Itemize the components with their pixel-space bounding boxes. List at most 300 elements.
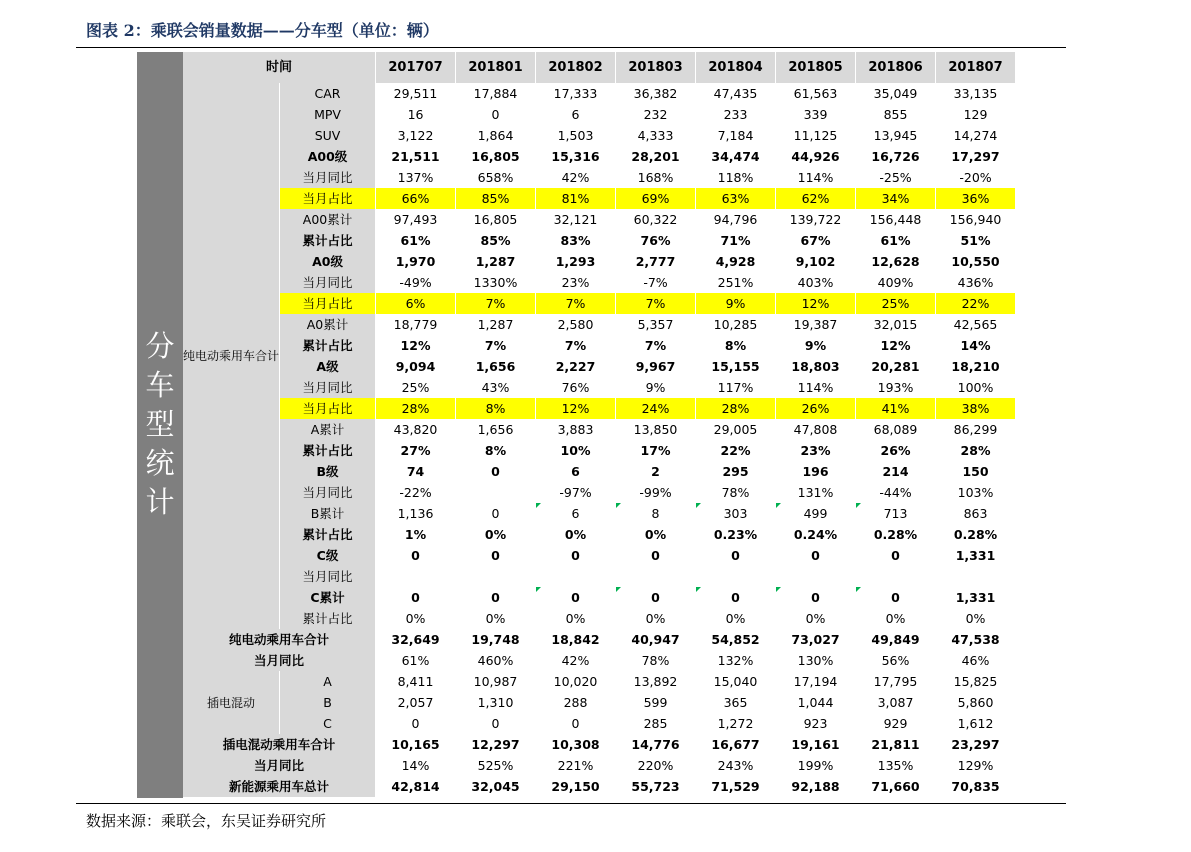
- value-cell: 7%: [536, 335, 616, 356]
- value-cell: 713: [856, 503, 936, 524]
- value-cell: 35,049: [856, 83, 936, 104]
- value-cell: 0%: [616, 608, 696, 629]
- value-cell: 132%: [696, 650, 776, 671]
- table-row: [183, 377, 1016, 398]
- value-cell: 34,474: [696, 146, 776, 167]
- row-label: C: [280, 713, 376, 734]
- value-cell: 17,297: [936, 146, 1016, 167]
- value-cell: 44,926: [776, 146, 856, 167]
- value-cell: 2,777: [616, 251, 696, 272]
- value-cell: 15,155: [696, 356, 776, 377]
- value-cell: 86,299: [936, 419, 1016, 440]
- value-cell: 12,297: [456, 734, 536, 755]
- side-label-char: 型: [145, 407, 175, 441]
- value-cell: 0: [856, 587, 936, 608]
- value-cell: 2,580: [536, 314, 616, 335]
- table-row: [183, 356, 1016, 377]
- value-cell: 1,136: [376, 503, 456, 524]
- value-cell: 7,184: [696, 125, 776, 146]
- summary-label: 当月同比: [183, 755, 376, 776]
- value-cell: 129%: [936, 755, 1016, 776]
- value-cell: 0: [776, 545, 856, 566]
- value-cell: 25%: [376, 377, 456, 398]
- value-cell: 36%: [936, 188, 1016, 209]
- value-cell: 658%: [456, 167, 536, 188]
- value-cell: 6: [536, 104, 616, 125]
- header-month: 201804: [696, 52, 776, 83]
- value-cell: 1,272: [696, 713, 776, 734]
- value-cell: 14%: [936, 335, 1016, 356]
- value-cell: 3,122: [376, 125, 456, 146]
- value-cell: 1,310: [456, 692, 536, 713]
- table-row: [183, 419, 1016, 440]
- value-cell: 285: [616, 713, 696, 734]
- value-cell: 131%: [776, 482, 856, 503]
- header-month: 201707: [376, 52, 456, 83]
- value-cell: 2,057: [376, 692, 456, 713]
- row-label: 当月占比: [280, 398, 376, 419]
- group-label-phev: 插电混动: [183, 671, 280, 734]
- value-cell: 17,333: [536, 83, 616, 104]
- table-row: [183, 461, 1016, 482]
- value-cell: 97,493: [376, 209, 456, 230]
- value-cell: [456, 566, 536, 587]
- table-row: [183, 398, 1016, 419]
- value-cell: 13,850: [616, 419, 696, 440]
- value-cell: 139,722: [776, 209, 856, 230]
- value-cell: 0: [376, 587, 456, 608]
- value-cell: 67%: [776, 230, 856, 251]
- value-cell: [856, 566, 936, 587]
- row-label: 累计占比: [280, 524, 376, 545]
- value-cell: 15,316: [536, 146, 616, 167]
- table-row: [183, 209, 1016, 230]
- value-cell: 1,970: [376, 251, 456, 272]
- table-row: [183, 608, 1016, 629]
- side-label: [137, 327, 183, 522]
- value-cell: 19,161: [776, 734, 856, 755]
- value-cell: 460%: [456, 650, 536, 671]
- value-cell: 17,884: [456, 83, 536, 104]
- value-cell: 0: [456, 104, 536, 125]
- value-cell: 15,825: [936, 671, 1016, 692]
- value-cell: 0.24%: [776, 524, 856, 545]
- value-cell: 5,357: [616, 314, 696, 335]
- value-cell: 16,677: [696, 734, 776, 755]
- header-month: 201802: [536, 52, 616, 83]
- value-cell: 9,967: [616, 356, 696, 377]
- value-cell: 38%: [936, 398, 1016, 419]
- value-cell: 130%: [776, 650, 856, 671]
- value-cell: 17,795: [856, 671, 936, 692]
- value-cell: 23,297: [936, 734, 1016, 755]
- value-cell: 28%: [936, 440, 1016, 461]
- value-cell: 66%: [376, 188, 456, 209]
- value-cell: 0%: [936, 608, 1016, 629]
- value-cell: 22%: [696, 440, 776, 461]
- row-label: C级: [280, 545, 376, 566]
- value-cell: 135%: [856, 755, 936, 776]
- value-cell: 0: [456, 545, 536, 566]
- row-label: A0累计: [280, 314, 376, 335]
- value-cell: 85%: [456, 230, 536, 251]
- bottom-rule: [76, 803, 1066, 804]
- value-cell: 0: [376, 545, 456, 566]
- value-cell: 0: [616, 587, 696, 608]
- row-label: B: [280, 692, 376, 713]
- value-cell: 2: [616, 461, 696, 482]
- value-cell: 1330%: [456, 272, 536, 293]
- row-label: SUV: [280, 125, 376, 146]
- group-label-bev: 纯电动乘用车合计: [183, 83, 280, 629]
- value-cell: 1,656: [456, 419, 536, 440]
- value-cell: 0: [456, 503, 536, 524]
- value-cell: 220%: [616, 755, 696, 776]
- header-time-label: 时间: [183, 52, 376, 83]
- header-month: 201803: [616, 52, 696, 83]
- value-cell: 409%: [856, 272, 936, 293]
- row-label: 累计占比: [280, 335, 376, 356]
- value-cell: 0%: [696, 608, 776, 629]
- summary-label: 纯电动乘用车合计: [183, 629, 376, 650]
- header-month: 201806: [856, 52, 936, 83]
- value-cell: 41%: [856, 398, 936, 419]
- value-cell: 863: [936, 503, 1016, 524]
- value-cell: 1,287: [456, 314, 536, 335]
- table-row: [183, 188, 1016, 209]
- value-cell: 8: [616, 503, 696, 524]
- value-cell: 251%: [696, 272, 776, 293]
- value-cell: 4,928: [696, 251, 776, 272]
- value-cell: 76%: [616, 230, 696, 251]
- value-cell: 103%: [936, 482, 1016, 503]
- value-cell: 0: [536, 545, 616, 566]
- value-cell: -49%: [376, 272, 456, 293]
- value-cell: 7%: [456, 335, 536, 356]
- value-cell: 81%: [536, 188, 616, 209]
- row-label: A级: [280, 356, 376, 377]
- table-row: [183, 251, 1016, 272]
- value-cell: 0: [536, 713, 616, 734]
- value-cell: 47,435: [696, 83, 776, 104]
- value-cell: 24%: [616, 398, 696, 419]
- value-cell: 55,723: [616, 776, 696, 797]
- value-cell: -97%: [536, 482, 616, 503]
- value-cell: 12,628: [856, 251, 936, 272]
- value-cell: 42,814: [376, 776, 456, 797]
- value-cell: 23%: [776, 440, 856, 461]
- value-cell: 0: [696, 545, 776, 566]
- value-cell: 0: [856, 545, 936, 566]
- value-cell: 1,331: [936, 545, 1016, 566]
- row-label: 累计占比: [280, 230, 376, 251]
- value-cell: 9,094: [376, 356, 456, 377]
- value-cell: 83%: [536, 230, 616, 251]
- value-cell: 46%: [936, 650, 1016, 671]
- value-cell: 1,612: [936, 713, 1016, 734]
- value-cell: 16,805: [456, 209, 536, 230]
- value-cell: 403%: [776, 272, 856, 293]
- value-cell: 43,820: [376, 419, 456, 440]
- value-cell: 1,331: [936, 587, 1016, 608]
- value-cell: 16,805: [456, 146, 536, 167]
- value-cell: 28,201: [616, 146, 696, 167]
- value-cell: 14,274: [936, 125, 1016, 146]
- value-cell: [776, 566, 856, 587]
- value-cell: 51%: [936, 230, 1016, 251]
- value-cell: 71,529: [696, 776, 776, 797]
- value-cell: 0%: [536, 524, 616, 545]
- value-cell: 1,864: [456, 125, 536, 146]
- row-label: 当月占比: [280, 188, 376, 209]
- table-row: [183, 83, 1016, 104]
- row-label: 当月同比: [280, 167, 376, 188]
- value-cell: 12%: [776, 293, 856, 314]
- value-cell: 114%: [776, 377, 856, 398]
- table-row: [183, 524, 1016, 545]
- value-cell: 92,188: [776, 776, 856, 797]
- value-cell: 49,849: [856, 629, 936, 650]
- value-cell: 28%: [696, 398, 776, 419]
- value-cell: 12%: [856, 335, 936, 356]
- table-row: [183, 272, 1016, 293]
- value-cell: 18,210: [936, 356, 1016, 377]
- value-cell: 929: [856, 713, 936, 734]
- value-cell: 196: [776, 461, 856, 482]
- value-cell: 4,333: [616, 125, 696, 146]
- table-row: [183, 587, 1016, 608]
- table-row: [183, 146, 1016, 167]
- value-cell: 0: [456, 461, 536, 482]
- value-cell: 26%: [856, 440, 936, 461]
- value-cell: 100%: [936, 377, 1016, 398]
- value-cell: 19,748: [456, 629, 536, 650]
- table-row: [183, 335, 1016, 356]
- value-cell: 525%: [456, 755, 536, 776]
- value-cell: 5,860: [936, 692, 1016, 713]
- value-cell: 0%: [776, 608, 856, 629]
- table-row: [183, 566, 1016, 587]
- value-cell: 36,382: [616, 83, 696, 104]
- value-cell: 61%: [376, 650, 456, 671]
- value-cell: 365: [696, 692, 776, 713]
- value-cell: 233: [696, 104, 776, 125]
- value-cell: 8%: [456, 440, 536, 461]
- value-cell: 599: [616, 692, 696, 713]
- value-cell: 0%: [456, 608, 536, 629]
- value-cell: 29,150: [536, 776, 616, 797]
- side-label-char: 分: [145, 329, 175, 363]
- value-cell: 6: [536, 503, 616, 524]
- value-cell: 14%: [376, 755, 456, 776]
- summary-label: 插电混动乘用车合计: [183, 734, 376, 755]
- value-cell: 7%: [536, 293, 616, 314]
- value-cell: 74: [376, 461, 456, 482]
- value-cell: 32,649: [376, 629, 456, 650]
- value-cell: 10,550: [936, 251, 1016, 272]
- table-row: [183, 104, 1016, 125]
- row-label: 当月同比: [280, 566, 376, 587]
- side-label-char: 车: [145, 368, 175, 402]
- value-cell: 436%: [936, 272, 1016, 293]
- summary-row: [183, 755, 1016, 776]
- value-cell: 0%: [456, 524, 536, 545]
- row-label: A00级: [280, 146, 376, 167]
- value-cell: 7%: [616, 335, 696, 356]
- figure-title: 图表 2：乘联会销量数据——分车型（单位：辆）: [86, 21, 439, 40]
- value-cell: 137%: [376, 167, 456, 188]
- row-label: 当月占比: [280, 293, 376, 314]
- value-cell: 243%: [696, 755, 776, 776]
- sales-table: [183, 52, 1016, 797]
- table-row: [183, 167, 1016, 188]
- value-cell: 60,322: [616, 209, 696, 230]
- row-label: 当月同比: [280, 482, 376, 503]
- value-cell: 42%: [536, 167, 616, 188]
- value-cell: 339: [776, 104, 856, 125]
- value-cell: 78%: [616, 650, 696, 671]
- value-cell: 16,726: [856, 146, 936, 167]
- row-label: CAR: [280, 83, 376, 104]
- value-cell: 0: [696, 587, 776, 608]
- value-cell: 56%: [856, 650, 936, 671]
- value-cell: 114%: [776, 167, 856, 188]
- value-cell: -25%: [856, 167, 936, 188]
- value-cell: 61%: [856, 230, 936, 251]
- value-cell: 17,194: [776, 671, 856, 692]
- value-cell: 8%: [696, 335, 776, 356]
- value-cell: 499: [776, 503, 856, 524]
- value-cell: 193%: [856, 377, 936, 398]
- value-cell: 0%: [536, 608, 616, 629]
- value-cell: 0: [776, 587, 856, 608]
- value-cell: [376, 566, 456, 587]
- value-cell: 32,015: [856, 314, 936, 335]
- value-cell: -20%: [936, 167, 1016, 188]
- value-cell: 17%: [616, 440, 696, 461]
- header-row: [183, 52, 1016, 83]
- value-cell: 1,656: [456, 356, 536, 377]
- value-cell: 7%: [456, 293, 536, 314]
- value-cell: 8%: [456, 398, 536, 419]
- value-cell: -44%: [856, 482, 936, 503]
- row-label: 当月同比: [280, 272, 376, 293]
- table-row: [183, 482, 1016, 503]
- value-cell: 61%: [376, 230, 456, 251]
- value-cell: 43%: [456, 377, 536, 398]
- value-cell: 54,852: [696, 629, 776, 650]
- summary-row: [183, 776, 1016, 797]
- summary-label: 当月同比: [183, 650, 376, 671]
- value-cell: -7%: [616, 272, 696, 293]
- value-cell: 42,565: [936, 314, 1016, 335]
- value-cell: 21,811: [856, 734, 936, 755]
- value-cell: 11,125: [776, 125, 856, 146]
- row-label: A累计: [280, 419, 376, 440]
- value-cell: 0: [536, 587, 616, 608]
- value-cell: 19,387: [776, 314, 856, 335]
- table-row: [183, 314, 1016, 335]
- value-cell: 295: [696, 461, 776, 482]
- row-label: MPV: [280, 104, 376, 125]
- value-cell: 168%: [616, 167, 696, 188]
- value-cell: [536, 566, 616, 587]
- value-cell: 9,102: [776, 251, 856, 272]
- value-cell: 29,511: [376, 83, 456, 104]
- summary-row: [183, 629, 1016, 650]
- value-cell: 3,883: [536, 419, 616, 440]
- value-cell: 21,511: [376, 146, 456, 167]
- value-cell: 156,448: [856, 209, 936, 230]
- value-cell: 26%: [776, 398, 856, 419]
- row-label: 当月同比: [280, 377, 376, 398]
- value-cell: 150: [936, 461, 1016, 482]
- value-cell: 3,087: [856, 692, 936, 713]
- table-row: [183, 545, 1016, 566]
- row-label: A0级: [280, 251, 376, 272]
- value-cell: 0: [376, 713, 456, 734]
- row-label: B累计: [280, 503, 376, 524]
- header-month: 201805: [776, 52, 856, 83]
- summary-row: [183, 650, 1016, 671]
- value-cell: 29,005: [696, 419, 776, 440]
- value-cell: 40,947: [616, 629, 696, 650]
- value-cell: 0%: [856, 608, 936, 629]
- value-cell: 34%: [856, 188, 936, 209]
- value-cell: 0%: [376, 608, 456, 629]
- value-cell: 76%: [536, 377, 616, 398]
- value-cell: 61,563: [776, 83, 856, 104]
- value-cell: 1,503: [536, 125, 616, 146]
- value-cell: 6%: [376, 293, 456, 314]
- top-rule: [76, 47, 1066, 48]
- value-cell: 129: [936, 104, 1016, 125]
- value-cell: 8,411: [376, 671, 456, 692]
- row-label: 累计占比: [280, 608, 376, 629]
- value-cell: 221%: [536, 755, 616, 776]
- value-cell: 32,121: [536, 209, 616, 230]
- value-cell: 199%: [776, 755, 856, 776]
- value-cell: [616, 566, 696, 587]
- value-cell: 25%: [856, 293, 936, 314]
- value-cell: 33,135: [936, 83, 1016, 104]
- value-cell: 0%: [616, 524, 696, 545]
- value-cell: 71,660: [856, 776, 936, 797]
- value-cell: 10,285: [696, 314, 776, 335]
- value-cell: 10,165: [376, 734, 456, 755]
- value-cell: 18,842: [536, 629, 616, 650]
- header-month: 201801: [456, 52, 536, 83]
- table-row: [183, 440, 1016, 461]
- value-cell: 47,808: [776, 419, 856, 440]
- value-cell: 42%: [536, 650, 616, 671]
- value-cell: 10%: [536, 440, 616, 461]
- summary-row: [183, 734, 1016, 755]
- value-cell: 15,040: [696, 671, 776, 692]
- value-cell: 9%: [776, 335, 856, 356]
- value-cell: 1,293: [536, 251, 616, 272]
- value-cell: 62%: [776, 188, 856, 209]
- value-cell: 32,045: [456, 776, 536, 797]
- side-label-char: 统: [145, 446, 175, 480]
- value-cell: 28%: [376, 398, 456, 419]
- value-cell: 118%: [696, 167, 776, 188]
- value-cell: 0: [616, 545, 696, 566]
- value-cell: 10,020: [536, 671, 616, 692]
- value-cell: 78%: [696, 482, 776, 503]
- value-cell: 10,987: [456, 671, 536, 692]
- value-cell: 0.28%: [936, 524, 1016, 545]
